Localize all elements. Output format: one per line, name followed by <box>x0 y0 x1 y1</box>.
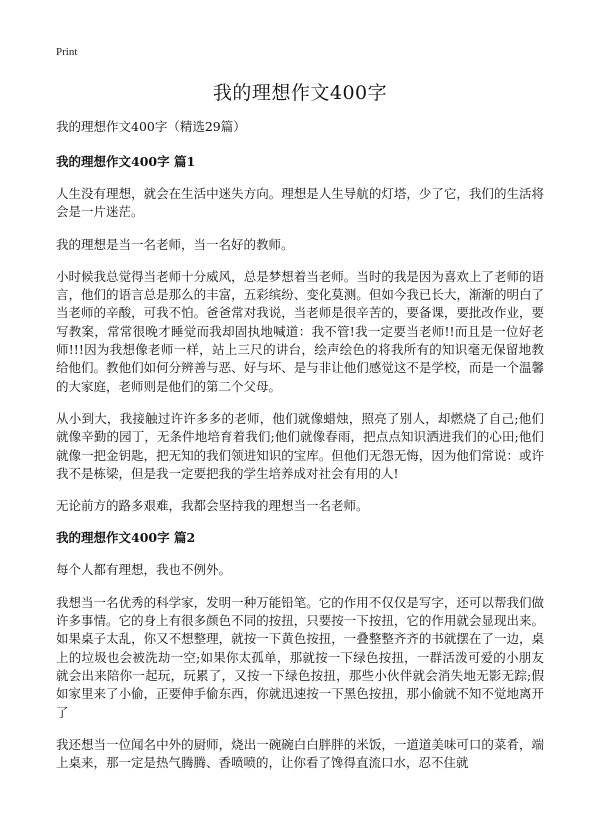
document-subtitle: 我的理想作文400字（精选29篇） <box>56 119 246 134</box>
section-heading: 我的理想作文400字 篇1 <box>56 154 196 169</box>
paragraph: 小时候我总觉得当老师十分威风，总是梦想着当老师。当时的我是因为喜欢上了老师的语言，他们的语言总是那么的丰富，五彩缤纷、变化莫测。但如今我已长大，渐渐的明白了当老师的辛酸，可我不怕。爸爸常对我说，当老师是很辛苦的，要备课，要批改作业，要写教案，常常很晚才睡觉而我却固执地喊道：我不管!我一定要当老师!!而且是一位好老师!!!因为我想像老师一样，站上三尺的讲台，绘声绘色的将我所有的知识毫无保留地教给他们。教他们如何分辨善与恶、好与坏、是与非让他们感觉这不是学校，而是一个温馨的大家庭，老师则是他们的第二个父母。 <box>56 268 544 394</box>
paragraph: 无论前方的路多艰难，我都会坚持我的理想当一名老师。 <box>56 498 369 514</box>
paragraph: 我想当一名优秀的科学家，发明一种万能铅笔。它的作用不仅仅是写字，还可以帮我们做许多事情。它的身上有很多颜色不同的按扭，只要按一下按扭，它的作用就会显现出来。如果桌子太乱，你又不想整理，就按一下黄色按扭，一叠整整齐齐的书就摆在了一边，桌上的垃圾也会被洗劫一空;如果你太孤单，那就按一下绿色按扭，一群活泼可爱的小朋友就会出来陪你一起玩，玩累了，又按一下绿色按扭，那些小伙伴就会消失地无影无踪;假如家里来了小偷，正要伸手偷东西，你就迅速按一下黑色按扭，那小偷就不知不觉地离开了 <box>56 594 544 720</box>
section-heading: 我的理想作文400字 篇2 <box>56 530 196 546</box>
print-link[interactable]: Print <box>56 46 78 58</box>
paragraph: 每个人都有理想，我也不例外。 <box>56 562 232 578</box>
paragraph: 人生没有理想，就会在生活中迷失方向。理想是人生导航的灯塔，少了它，我们的生活将会是一片迷茫。 <box>56 186 544 220</box>
document-body <box>56 118 544 786</box>
paragraph: 我还想当一位闻名中外的厨师，烧出一碗碗白白胖胖的米饭，一道道美味可口的菜肴，端上桌来，那一定是热气腾腾、香喷喷的，让你看了馋得直流口水，忍不住就 <box>56 736 544 771</box>
paragraph: 我的理想是当一名老师，当一名好的教师。 <box>56 236 294 252</box>
section-2 <box>56 529 544 772</box>
paragraph: 从小到大，我接触过许许多多的老师，他们就像蜡烛，照亮了别人，却燃烧了自己;他们就像辛勤的园丁，无条件地培育着我们;他们就像春雨，把点点知识洒进我们的心田;他们就像一把金钥匙，把无知的我们领进知识的宝库。但他们无怨无悔，因为他们常说：或许我不是栋梁，但是我一定要把我的学生培养成对社会有用的人! <box>56 410 544 481</box>
document-title: 我的理想作文400字 <box>212 82 388 104</box>
section-1 <box>56 153 544 515</box>
